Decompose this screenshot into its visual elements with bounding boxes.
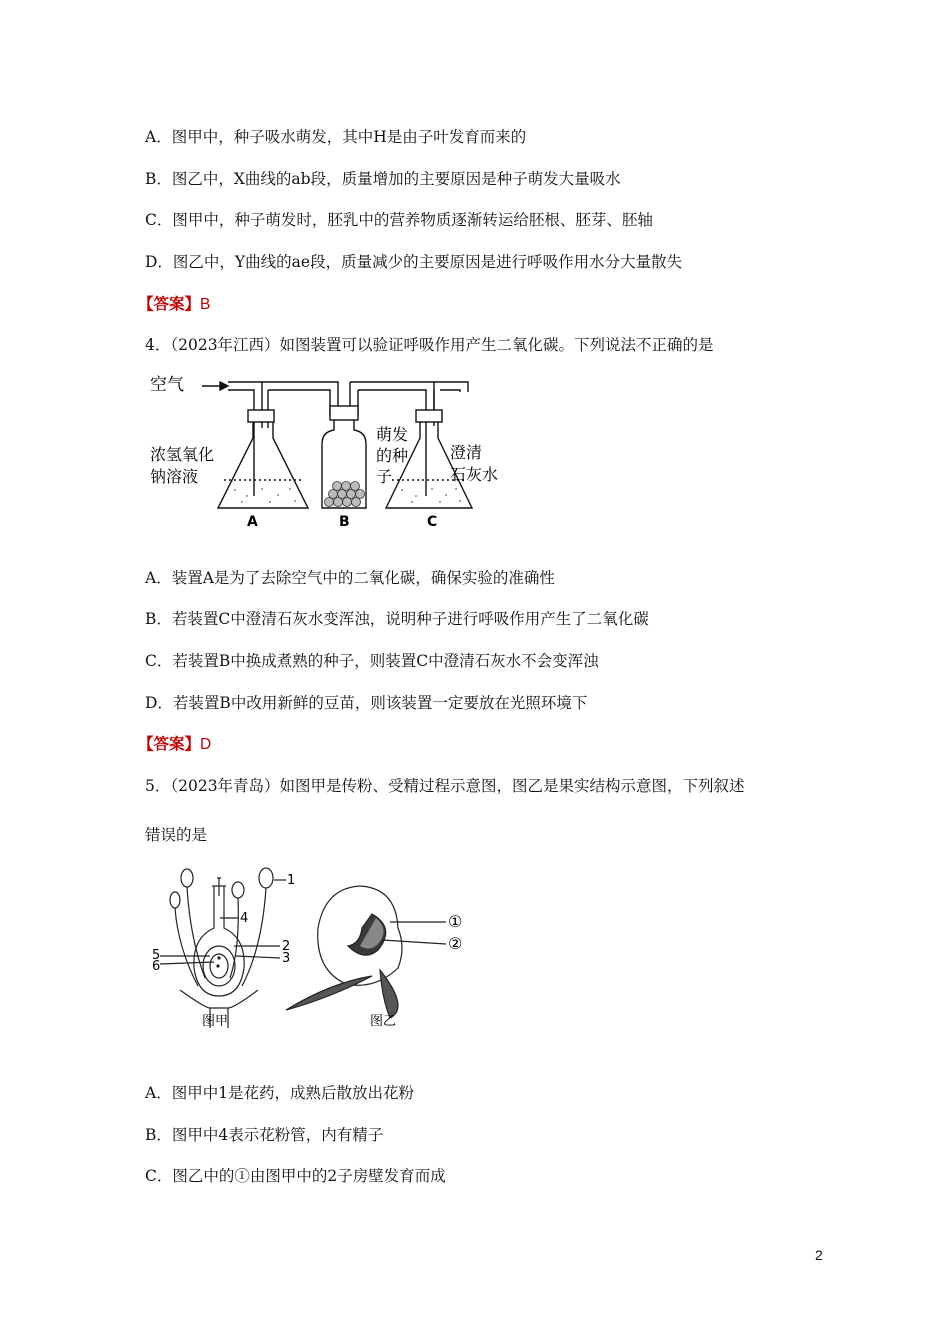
caption-yi: 图乙	[370, 1014, 397, 1029]
q5-option-a: A．图甲中1是花药，成熟后散放出花粉	[145, 1084, 415, 1102]
seeds	[325, 482, 365, 507]
air-arrowhead	[220, 382, 228, 390]
connector-tube-ab-inner	[268, 390, 330, 416]
q3-option-a: A．图甲中，种子吸水萌发，其中H是由子叶发育而来的	[145, 128, 527, 146]
seed-label-1: 萌发	[376, 425, 409, 444]
q5-stem-line-1: 5．（2023年青岛）如图甲是传粉、受精过程示意图，图乙是果实结构示意图，下列叙述	[145, 777, 745, 795]
flask-a	[218, 422, 308, 508]
answer-value: D	[200, 736, 212, 753]
anther-right-inner	[232, 882, 244, 898]
fig5-label-5: 5	[152, 948, 161, 963]
stopper-a	[248, 410, 274, 422]
pollen-tube	[217, 878, 221, 896]
answer-tag: 【答案】	[138, 295, 201, 313]
naoh-label-2: 钠溶液	[150, 467, 199, 486]
anther-right	[259, 868, 273, 888]
fig5-circled-1: ①	[448, 912, 463, 931]
leaf-left	[286, 976, 372, 1010]
outlet-tube-c	[434, 382, 468, 392]
apparatus-label-a: A	[247, 514, 258, 530]
apparatus-label-b: B	[339, 514, 350, 530]
stopper-c	[416, 410, 442, 422]
receptacle	[180, 990, 258, 1008]
q3-option-b: B．图乙中，X曲线的ab段，质量增加的主要原因是种子萌发大量吸水	[145, 170, 621, 188]
q4-option-c: C．若装置B中换成煮熟的种子，则装置C中澄清石灰水不会变浑浊	[145, 652, 599, 670]
q4-answer	[138, 734, 211, 755]
answer-tag: 【答案】	[138, 735, 201, 753]
fig5-label-3: 3	[282, 951, 291, 966]
fig5-label-4: 4	[240, 911, 249, 926]
seed-label-2: 的种	[376, 446, 409, 465]
pollination-fruit-figure	[150, 858, 490, 1033]
q5-option-c: C．图乙中的①由图甲中的2子房壁发育而成	[145, 1167, 446, 1185]
flower-diagram	[160, 868, 286, 1028]
q4-option-a: A．装置A是为了去除空气中的二氧化碳，确保实验的准确性	[145, 569, 555, 587]
q5-stem-line-2: 错误的是	[145, 826, 208, 844]
naoh-label-1: 浓氢氧化	[150, 445, 215, 464]
fig5-circled-2: ②	[448, 934, 463, 953]
leaf-right	[380, 970, 398, 1018]
answer-value: B	[200, 296, 211, 313]
caption-jia: 图甲	[202, 1014, 229, 1029]
fruit-diagram	[286, 886, 446, 1018]
anther-left-top	[181, 869, 193, 887]
anther-left	[170, 892, 180, 908]
respiration-apparatus-figure	[150, 368, 499, 533]
q3-option-d: D．图乙中，Y曲线的ae段，质量减少的主要原因是进行呼吸作用水分大量散失	[145, 253, 683, 271]
lime-label-2: 石灰水	[450, 465, 499, 484]
q4-option-b: B．若装置C中澄清石灰水变浑浊，说明种子进行呼吸作用产生了二氧化碳	[145, 610, 649, 628]
lime-label-1: 澄清	[450, 443, 483, 462]
fig5-label-1: 1	[287, 873, 296, 888]
stopper-b	[330, 406, 358, 420]
fig5-label-2: 2	[282, 939, 291, 954]
apparatus-label-c: C	[427, 514, 438, 530]
q4-stem: 4．（2023年江西）如图装置可以验证呼吸作用产生二氧化碳。下列说法不正确的是	[145, 336, 714, 354]
q3-option-c: C．图甲中，种子萌发时，胚乳中的营养物质逐渐转运给胚根、胚芽、胚轴	[145, 211, 653, 229]
q3-answer	[138, 294, 210, 315]
q5-option-b: B．图甲中4表示花粉管，内有精子	[145, 1126, 384, 1144]
air-label: 空气	[150, 375, 184, 395]
page-number: 2	[815, 1247, 823, 1263]
seed-label-3: 子	[376, 467, 393, 486]
fig5-label-6: 6	[152, 959, 161, 974]
q4-option-d: D．若装置B中改用新鲜的豆苗，则该装置一定要放在光照环境下	[145, 694, 588, 712]
